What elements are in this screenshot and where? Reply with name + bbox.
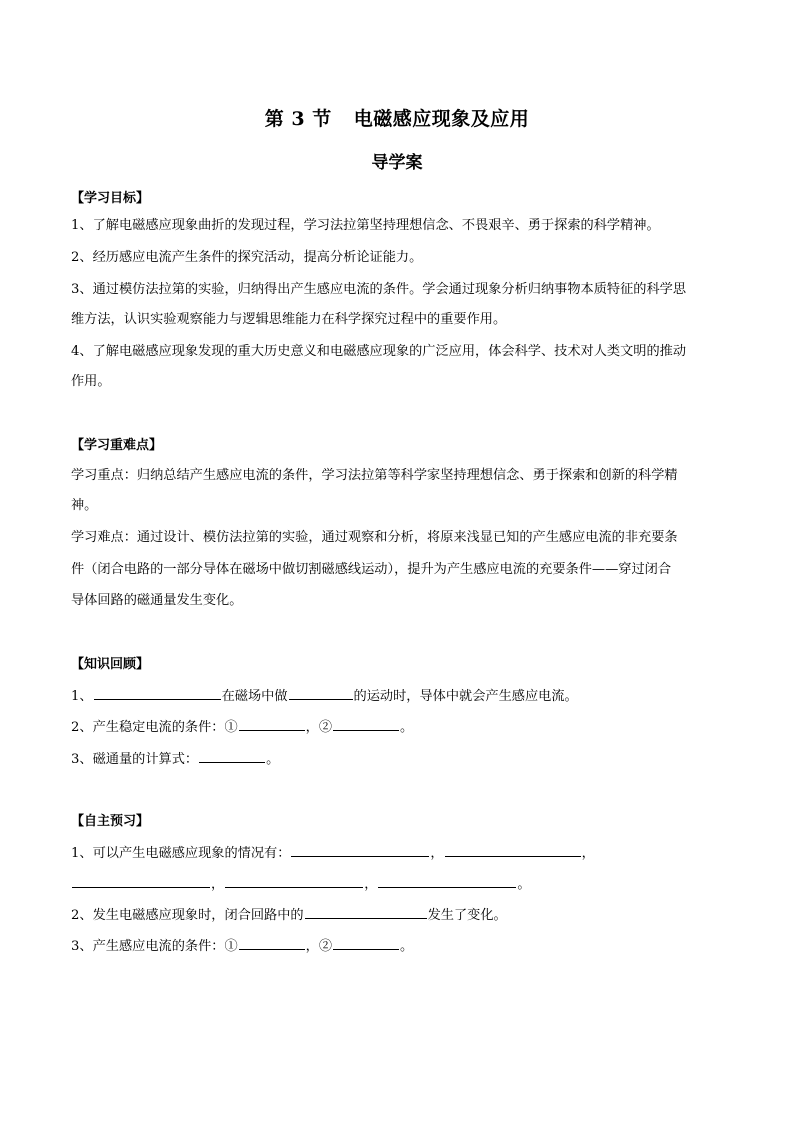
objective-line-1: 1、了解电磁感应现象曲折的发现过程，学习法拉第坚持理想信念、不畏艰辛、勇于探索的科学精神。: [71, 218, 660, 233]
keypoints-heading: 【学习重难点】: [71, 438, 163, 453]
fill-blank[interactable]: [225, 873, 363, 888]
objective-line-4-cont: 作用。: [71, 374, 111, 389]
fill-blank[interactable]: [333, 716, 399, 731]
fill-blank[interactable]: [305, 904, 427, 919]
fill-blank[interactable]: [94, 685, 221, 700]
keypoint-line-3: 学习难点：通过设计、模仿法拉第的实验，通过观察和分析，将原来浅显已知的产生感应电流的非充要条: [71, 530, 678, 545]
keypoint-line-2: 神。: [71, 498, 98, 513]
fill-blank[interactable]: [199, 748, 265, 763]
preview-question-3: 3、产生感应电流的条件：① ，② 。: [71, 935, 731, 957]
preview-question-1: 1、可以产生电磁感应现象的情况有： ， ，: [71, 842, 731, 864]
review-question-2: 2、产生稳定电流的条件：① ，② 。: [71, 716, 731, 738]
review-question-3: 3、磁通量的计算式： 。: [71, 748, 731, 770]
preview-heading: 【自主预习】: [71, 814, 150, 829]
objective-line-3: 3、通过模仿法拉第的实验，归纳得出产生感应电流的条件。学会通过现象分析归纳事物本质特征的科学思: [71, 282, 687, 297]
fill-blank[interactable]: [333, 935, 399, 950]
review-heading: 【知识回顾】: [71, 657, 150, 672]
objective-line-3-cont: 维方法，认识实验观察能力与逻辑思维能力在科学探究过程中的重要作用。: [71, 312, 507, 327]
title-section: 第 3 节: [264, 108, 332, 130]
objective-line-4: 4、了解电磁感应现象发现的重大历史意义和电磁感应现象的广泛应用，体会科学、技术对人类文明的推动: [71, 344, 687, 359]
fill-blank[interactable]: [289, 685, 353, 700]
objectives-heading: 【学习目标】: [71, 191, 150, 206]
fill-blank[interactable]: [72, 873, 210, 888]
page-subtitle: 导学案: [371, 153, 423, 173]
fill-blank[interactable]: [445, 842, 581, 857]
preview-question-1-cont: ， ， 。: [71, 873, 731, 895]
fill-blank[interactable]: [239, 716, 305, 731]
keypoint-line-4: 件（闭合电路的一部分导体在磁场中做切割磁感线运动），提升为产生感应电流的充要条件——穿过闭合: [71, 562, 672, 577]
preview-question-2: 2、发生电磁感应现象时，闭合回路中的 发生了变化。: [71, 904, 731, 926]
fill-blank[interactable]: [291, 842, 429, 857]
title-topic: 电磁感应现象及应用: [353, 108, 530, 130]
keypoint-line-1: 学习重点：归纳总结产生感应电流的条件，学习法拉第等科学家坚持理想信念、勇于探索和创新的科学精: [71, 468, 678, 483]
review-question-1: 1、 在磁场中做 的运动时，导体中就会产生感应电流。: [71, 685, 731, 707]
fill-blank[interactable]: [239, 935, 305, 950]
page-title: [0, 104, 794, 131]
keypoint-line-5: 导体回路的磁通量发生变化。: [71, 593, 243, 608]
fill-blank[interactable]: [378, 873, 516, 888]
objective-line-2: 2、经历感应电流产生条件的探究活动，提高分析论证能力。: [71, 250, 423, 265]
